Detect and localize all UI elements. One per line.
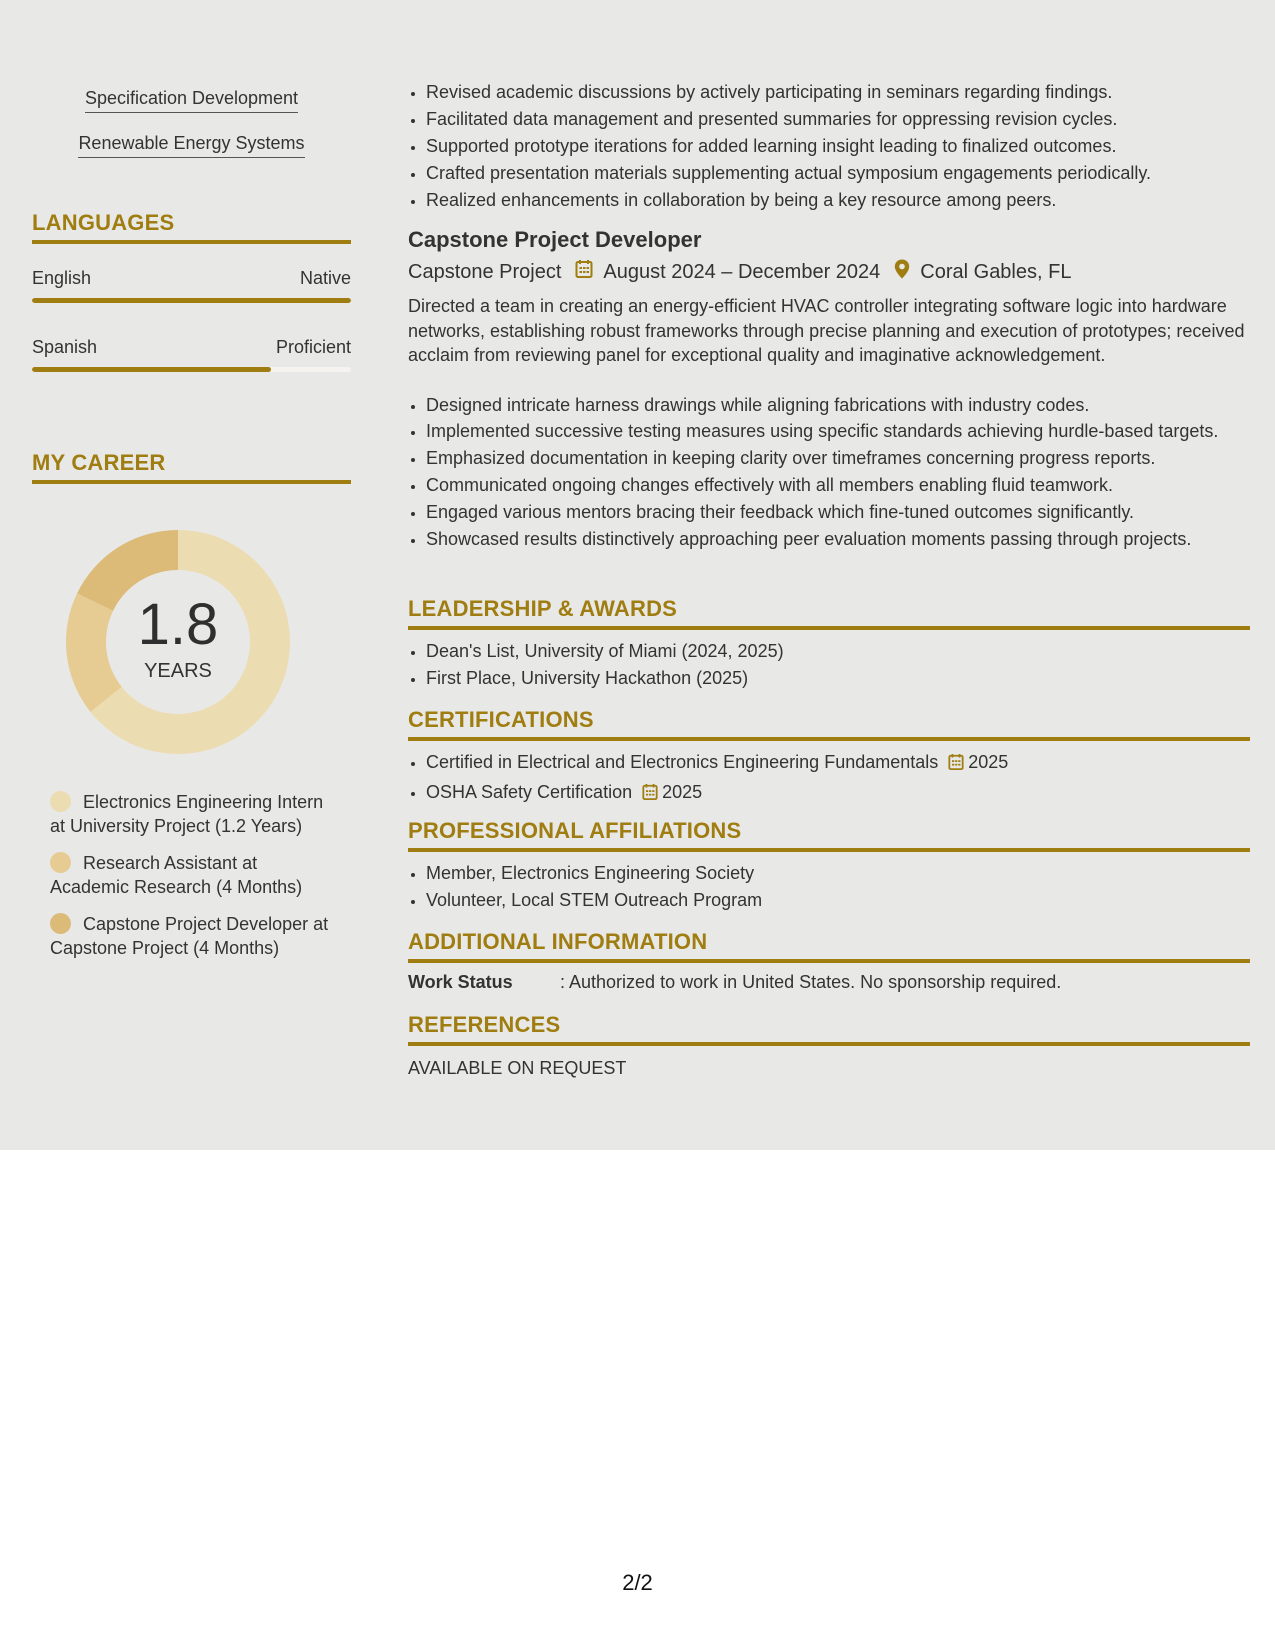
intro-bullets <box>408 79 1268 214</box>
list-item <box>426 779 1250 809</box>
work-status-label: Work Status <box>408 972 513 992</box>
legend-dot <box>50 791 71 812</box>
list-item: • Realized enhancements in collaboration by being a key resource among peers. <box>426 187 1268 214</box>
list-item: • Facilitated data management and presented summaries for oppressing revision cycles. <box>426 106 1268 133</box>
section-rule <box>32 480 351 484</box>
language-name: English <box>32 268 92 288</box>
legend-label: Capstone Project Developer at Capstone Project (4 Months) <box>50 914 329 958</box>
list-item: • Crafted presentation materials supplementing actual symposium engagements periodically. <box>426 160 1268 187</box>
career-donut-center <box>66 530 290 754</box>
calendar-icon <box>642 782 658 809</box>
career-donut <box>66 530 290 754</box>
section-rule <box>408 848 1250 852</box>
section-title: CERTIFICATIONS <box>408 707 594 732</box>
certifications-section <box>408 707 1250 809</box>
list-item: • Revised academic discussions by actively participating in seminars regarding findings. <box>426 79 1268 106</box>
legend-label: Electronics Engineering Intern at University Project (1.2 Years) <box>50 792 324 836</box>
language-row <box>32 337 351 358</box>
work-status-value: : Authorized to work in United States. No sponsorship required. <box>560 972 1062 992</box>
calendar-icon <box>575 259 593 285</box>
leadership-list <box>408 638 1250 692</box>
language-level: Native <box>299 268 351 288</box>
page-number: 2/2 <box>622 1570 653 1595</box>
list-item: • Showcased results distinctively approaching peer evaluation moments passing through projects. <box>426 526 1268 553</box>
affiliations-list <box>408 860 1250 914</box>
certification-year: 2025 <box>968 752 1009 772</box>
job-meta <box>408 259 1071 285</box>
job-description: Directed a team in creating an energy-efficient HVAC controller integrating software logic into hardware networks, establishing robust frameworks through precise planning and execution of prototypes; received acclaim from reviewing panel for exceptional quality and imaginative acknowledgement. <box>408 296 1245 365</box>
certification-name: Certified in Electrical and Electronics Engineering Fundamentals <box>426 752 939 772</box>
language-level: Proficient <box>275 337 351 357</box>
career-unit: YEARS <box>144 659 212 682</box>
skill-link[interactable]: Renewable Energy Systems <box>32 133 351 158</box>
section-rule <box>408 626 1250 630</box>
calendar-icon <box>948 752 964 779</box>
language-bar-fill <box>32 298 351 303</box>
career-total: 1.8 <box>137 591 219 657</box>
job-bullets <box>408 392 1268 553</box>
certification-name: OSHA Safety Certification <box>426 782 633 802</box>
legend-label: Research Assistant at Academic Research (4 Months) <box>50 853 303 897</box>
section-title: PROFESSIONAL AFFILIATIONS <box>408 818 742 843</box>
certifications-list <box>408 749 1250 809</box>
section-title: MY CAREER <box>32 450 166 475</box>
legend-item <box>50 851 340 899</box>
work-status-row <box>408 972 1250 993</box>
list-item: • Supported prototype iterations for added learning insight leading to finalized outcomes. <box>426 133 1268 160</box>
job-location: Coral Gables, FL <box>920 260 1072 283</box>
list-item: • Engaged various mentors bracing their feedback which fine-tuned outcomes significantly. <box>426 499 1268 526</box>
legend-dot <box>50 913 71 934</box>
section-rule <box>408 737 1250 741</box>
list-item: • Member, Electronics Engineering Society <box>426 860 1250 887</box>
language-bar <box>32 298 351 303</box>
additional-section <box>408 929 1250 993</box>
language-name: Spanish <box>32 337 98 357</box>
map-pin-icon <box>894 259 910 285</box>
legend-item <box>50 790 340 838</box>
list-item: • Dean's List, University of Miami (2024, 2025) <box>426 638 1250 665</box>
certification-year: 2025 <box>662 782 703 802</box>
list-item: • Designed intricate harness drawings while aligning fabrications with industry codes. <box>426 392 1268 419</box>
list-item: • Implemented successive testing measures using specific standards achieving hurdle-based targets. <box>426 419 1268 444</box>
section-title: LEADERSHIP & AWARDS <box>408 596 678 621</box>
section-rule <box>32 240 351 244</box>
career-legend <box>50 790 340 973</box>
language-row <box>32 268 351 289</box>
languages-section <box>32 210 351 244</box>
job-company: Capstone Project <box>408 260 562 283</box>
language-bar <box>32 367 351 372</box>
section-rule <box>408 959 1250 963</box>
list-item: • Communicated ongoing changes effectively with all members enabling fluid teamwork. <box>426 472 1268 499</box>
list-item: • Volunteer, Local STEM Outreach Program <box>426 887 1250 914</box>
job-title: Capstone Project Developer <box>408 227 702 252</box>
leadership-section <box>408 596 1250 692</box>
section-rule <box>408 1042 1250 1046</box>
references-section <box>408 1012 1250 1079</box>
affiliations-section <box>408 818 1250 914</box>
legend-item <box>50 912 340 960</box>
list-item: • First Place, University Hackathon (2025) <box>426 665 1250 692</box>
list-item <box>426 749 1250 779</box>
section-title: REFERENCES <box>408 1012 561 1037</box>
section-title: LANGUAGES <box>32 210 175 235</box>
list-item: • Emphasized documentation in keeping clarity over timeframes concerning progress reports. <box>426 445 1268 472</box>
language-bar-fill <box>32 367 271 372</box>
references-text: AVAILABLE ON REQUEST <box>408 1058 627 1078</box>
section-title: ADDITIONAL INFORMATION <box>408 929 708 954</box>
career-section <box>32 450 351 484</box>
skill-link[interactable]: Specification Development <box>32 88 351 113</box>
job-dates: August 2024 – December 2024 <box>603 260 881 283</box>
legend-dot <box>50 852 71 873</box>
